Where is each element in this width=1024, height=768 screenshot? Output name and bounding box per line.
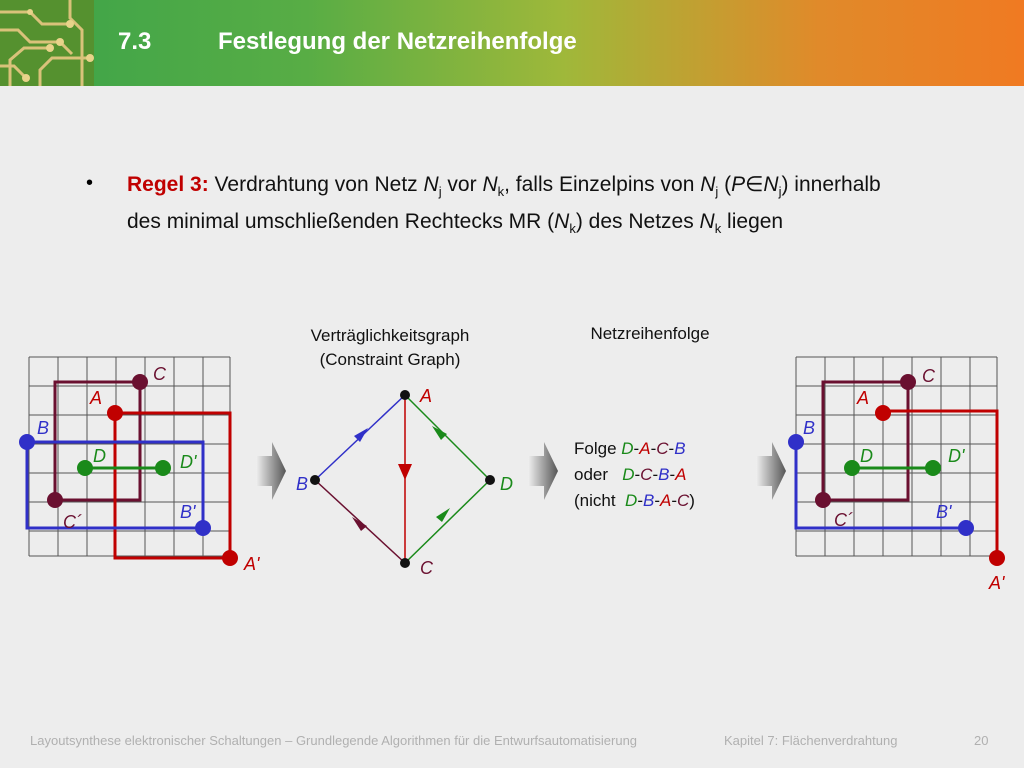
label-c-prime: C´: [63, 512, 82, 532]
node-label-d: D: [500, 474, 513, 494]
footer-page-number: 20: [974, 733, 989, 748]
constraint-graph: [290, 380, 530, 580]
label-d-prime: D': [180, 452, 197, 472]
label-a: A: [857, 388, 870, 408]
label-a-prime: A': [989, 573, 1005, 593]
rule-line1: Verdrahtung von Netz: [214, 173, 418, 196]
order-text: [574, 436, 695, 514]
edge-arrow-d-a: [432, 426, 447, 440]
label-d: D: [93, 446, 106, 466]
routing-grid-left: [0, 340, 280, 580]
order-title: Netzreihenfolge: [590, 324, 710, 343]
net-a-wire: [115, 413, 230, 558]
order-line-3: (nicht D-B-A-C): [574, 491, 695, 510]
pin-b-prime: [958, 520, 974, 536]
node-d: [485, 475, 495, 485]
pin-c: [900, 374, 916, 390]
pin-b: [788, 434, 804, 450]
arrow-right-icon: [252, 436, 288, 506]
pin-d: [844, 460, 860, 476]
label-b-prime: B': [180, 502, 196, 522]
pin-c-prime: [815, 492, 831, 508]
pcb-logo-image: [0, 0, 94, 86]
order-line-1: Folge D-A-C-B: [574, 439, 686, 458]
label-c: C: [153, 364, 166, 384]
edge-arrow-b-a: [354, 428, 368, 442]
rule-text: Regel 3: Verdrahtung von Netz $N_j$ vor $N_k$, falls Einzelpins von $N_j$ $(P\in N_j)$ innerhalb des minimal umschließenden Rechtecks MR $(N_k)$ des Netzes $N_k$ liegen: [127, 173, 881, 237]
title-bar: [0, 0, 1024, 86]
pin-d-prime: [925, 460, 941, 476]
pin-d: [77, 460, 93, 476]
edge-arrow-b-c: [352, 517, 367, 531]
rule-label: Regel 3:: [127, 173, 209, 196]
node-label-b: B: [296, 474, 309, 494]
arrow-right-icon: [524, 436, 560, 506]
pin-a: [875, 405, 891, 421]
edge-arrow-a-c: [398, 464, 412, 480]
pin-b: [19, 434, 35, 450]
pin-b-prime: [195, 520, 211, 536]
graph-title: Verträglichkeitsgraph (Constraint Graph): [310, 326, 470, 369]
pin-a: [107, 405, 123, 421]
label-b: B: [803, 418, 816, 438]
label-c-prime: C´: [834, 510, 853, 530]
label-a-prime: A': [244, 554, 260, 574]
label-c: C: [922, 366, 935, 386]
label-d: D: [860, 446, 873, 466]
pin-d-prime: [155, 460, 171, 476]
node-label-c: C: [420, 558, 433, 578]
node-b: [310, 475, 320, 485]
label-a: A: [90, 388, 103, 408]
section-number: 7.3: [118, 28, 152, 55]
pin-a-prime: [222, 550, 238, 566]
label-b-prime: B': [936, 502, 952, 522]
pin-a-prime: [989, 550, 1005, 566]
net-a-wire: [883, 411, 997, 558]
footer-course: Layoutsynthese elektronischer Schaltungen – Grundlegende Algorithmen für die Entwurfsautomatisierung: [30, 733, 638, 748]
pin-c-prime: [47, 492, 63, 508]
label-b: B: [37, 418, 50, 438]
node-c: [400, 558, 410, 568]
node-label-a: A: [420, 386, 433, 406]
node-a: [400, 390, 410, 400]
bullet-dot: •: [86, 172, 94, 194]
label-d-prime: D': [948, 446, 965, 466]
pin-c: [132, 374, 148, 390]
order-line-2: oder D-C-B-A: [574, 465, 687, 484]
routing-grid-right: [770, 340, 1024, 600]
footer-chapter: Kapitel 7: Flächenverdrahtung: [724, 733, 898, 748]
edge-arrow-d-c: [436, 508, 450, 522]
rule-line2: des minimal umschließenden Rechtecks MR: [127, 210, 542, 234]
slide-title: Festlegung der Netzreihenfolge: [218, 28, 577, 55]
